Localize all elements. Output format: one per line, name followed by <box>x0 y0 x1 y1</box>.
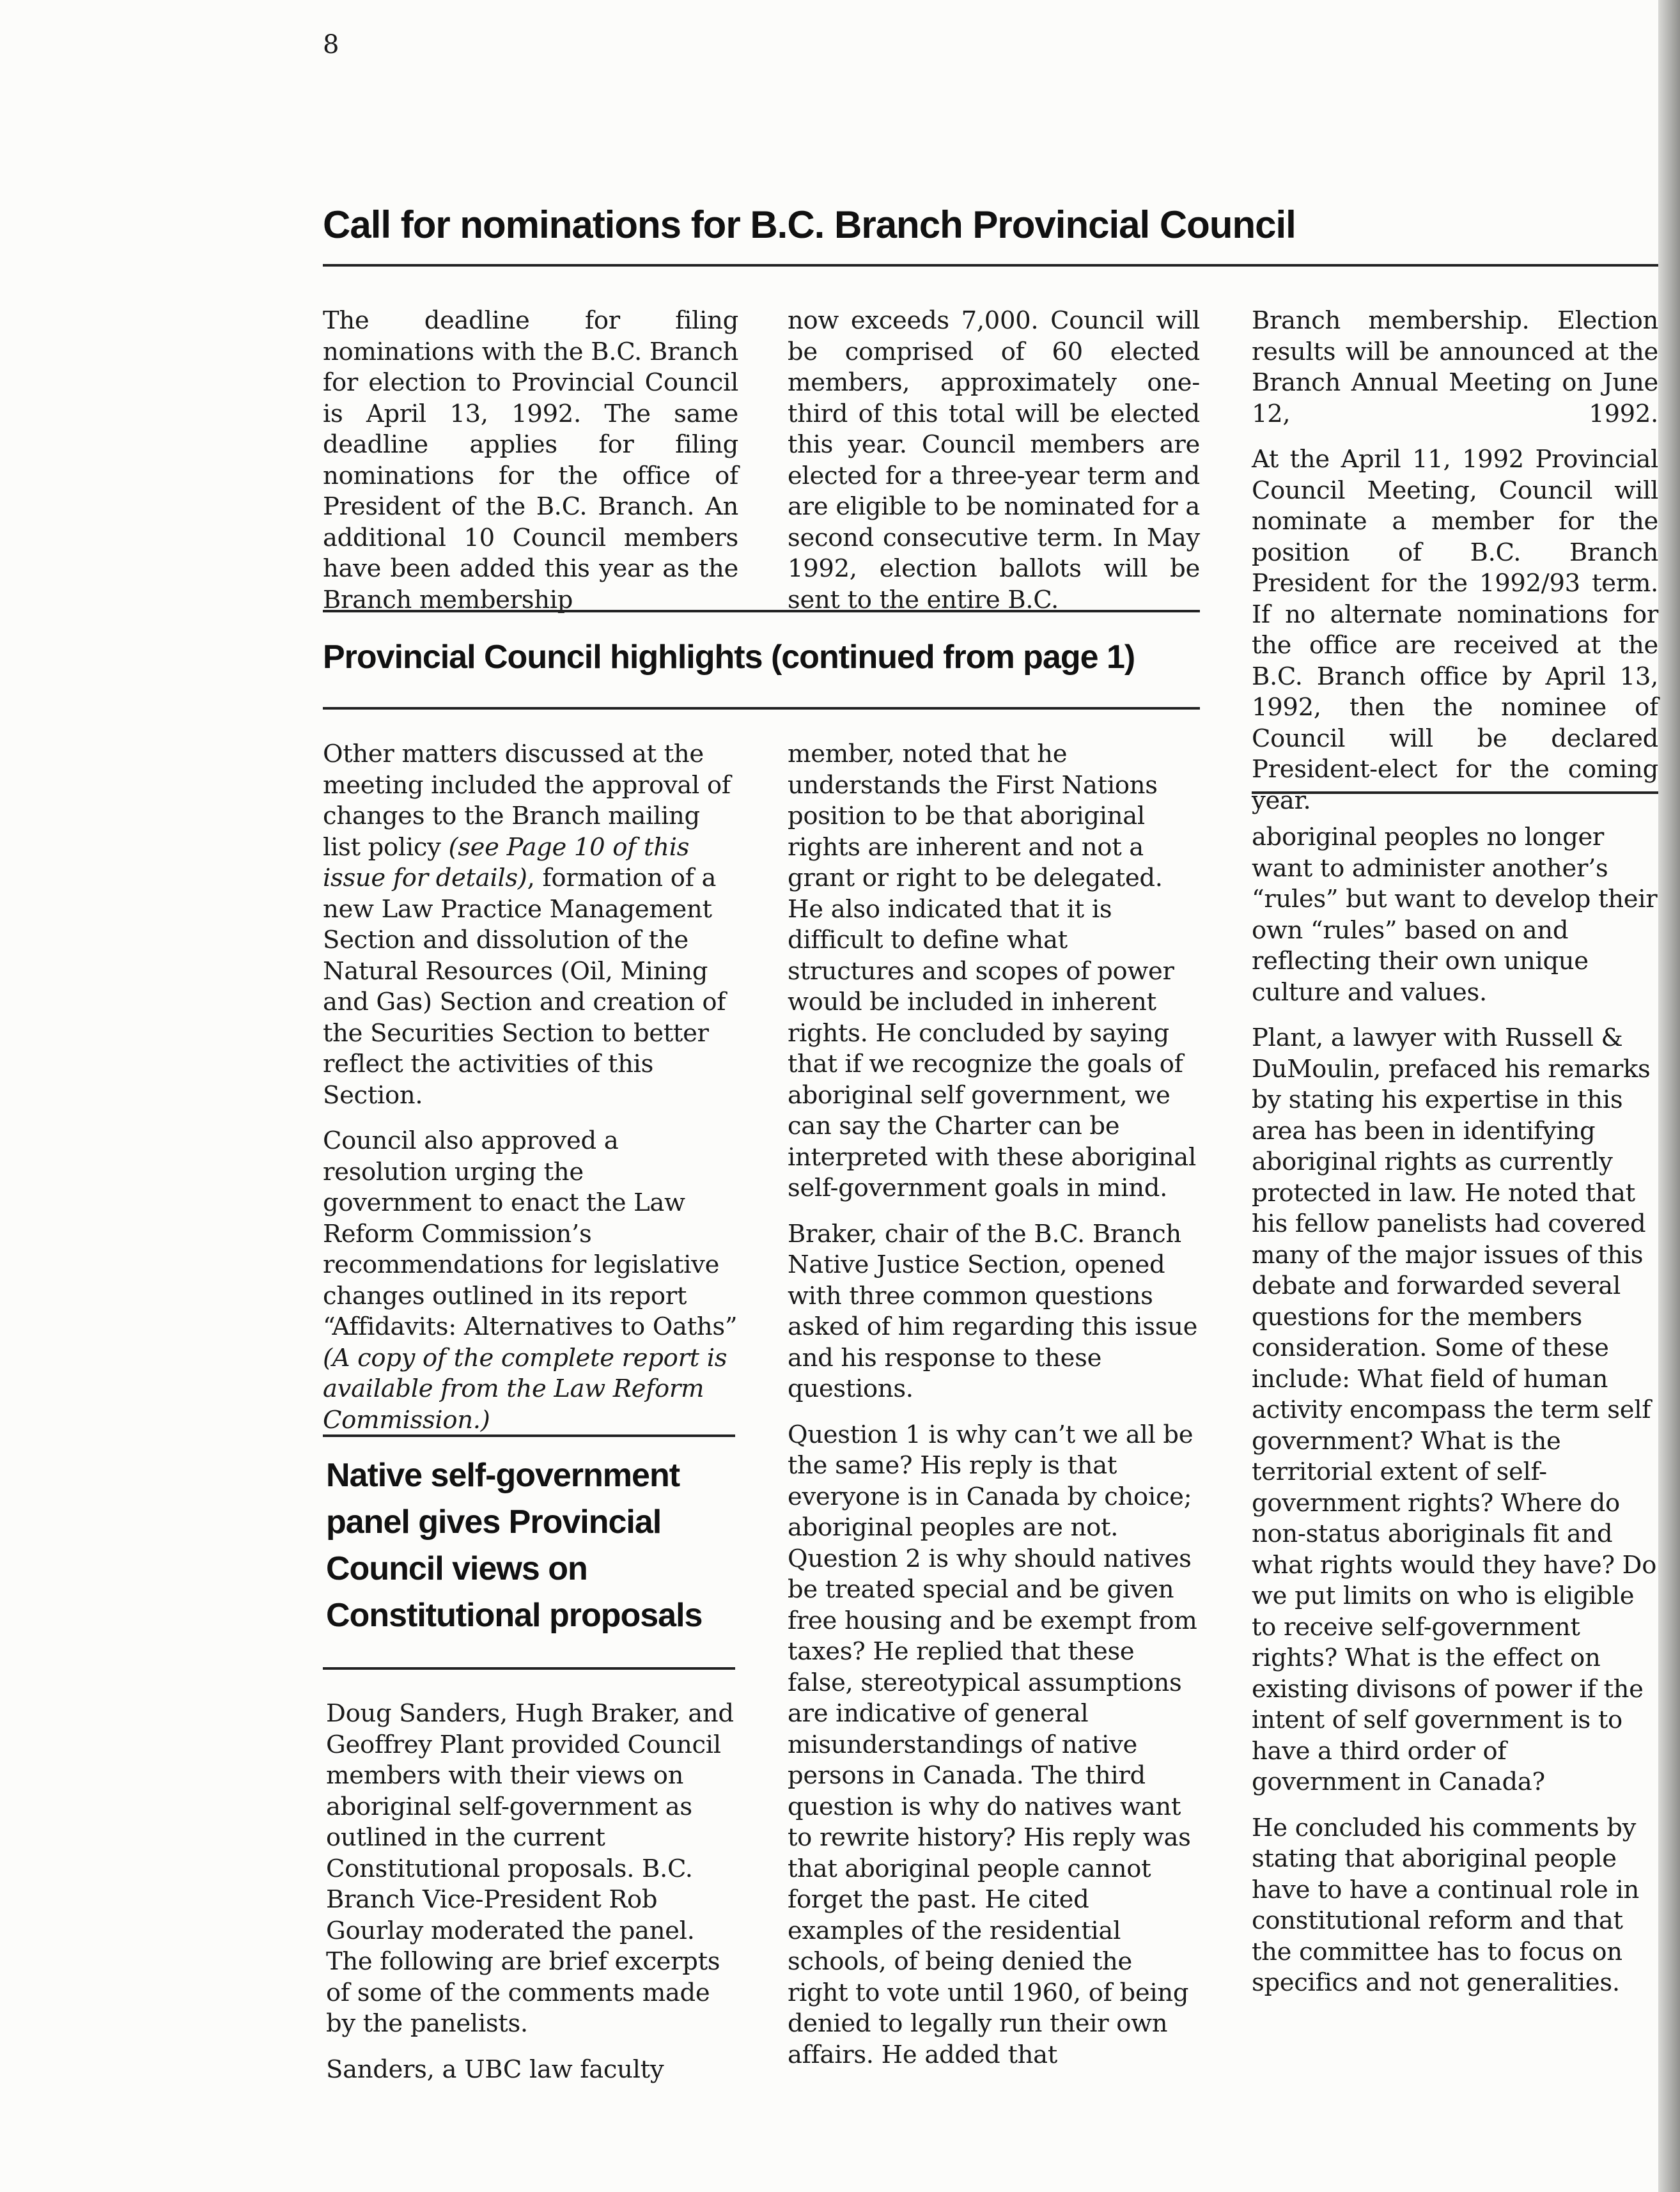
highlights-headline: Provincial Council highlights (continued from page 1) <box>323 639 1135 676</box>
headline-rule <box>323 264 1658 267</box>
highlights-paragraph-2: Council also approved a resolution urging the government to enact the Law Reform Commission’s recommendations for legislative changes outlined in its report “Affidavits: Alternatives to Oaths” (A copy of the complete report is available from the Law Reform Commission.) <box>323 1126 738 1434</box>
highlights-rule-top <box>323 610 1200 612</box>
highlights-paragraph-1: Other matters discussed at the meeting included the approval of changes to the Branch mailing list policy (see Page 10 of this issue for details), formation of a new Law Practice Management Section and dissolution of the Natural Resources (Oil, Mining and Gas) Section and creation of the Securities Section to better reflect the activities of this Section. <box>323 740 731 1110</box>
braker-conclusion: aboriginal peoples no longer want to administer another’s “rules” but want to develop their own “rules” based on and reflecting their own unique culture and values. <box>1252 823 1658 1007</box>
nominations-column-1 <box>323 306 738 616</box>
nominations-president-nomination: At the April 11, 1992 Provincial Council Meeting, Council will nominate a member for the position of B.C. Branch President for the 1992/93 term. If no alternate nominations for the office are received at the B.C. Branch office by April 13, 1992, then the nominee of Council will be declared President-elect for the coming year. <box>1252 445 1658 815</box>
nominations-paragraph-1: The deadline for filing nominations with the B.C. Branch for election to Provincial Council is April 13, 1992. The same deadline applies for filing nominations for the office of President of the B.C. Branch. An additional 10 Council members have been added this year as the Branch membership <box>323 306 738 614</box>
page-edge-shadow <box>1658 0 1680 2192</box>
native-rule-top <box>323 1434 735 1437</box>
sanders-remarks-start: Sanders, a UBC law faculty <box>326 2055 664 2084</box>
panel-conclusion: He concluded his comments by stating that aboriginal people have to have a continual role in constitutional reform and that the committee has to focus on specifics and not generalities. <box>1252 1813 1639 1997</box>
report-availability-note: (A copy of the complete report is available from the Law Reform Commission.) <box>323 1343 727 1434</box>
highlights-rule-bottom <box>323 707 1200 710</box>
plant-remarks: Plant, a lawyer with Russell & DuMoulin, prefaced his remarks by stating his expertise in this area has been in identifying aboriginal rights as currently protected in law. He noted that his fellow panelists had covered many of the major issues of this debate and forwarded several questions for the members consideration. Some of these include: What field of human activity encompass the term self government? What is the territorial extent of self-government rights? Where do non-status aboriginals fit and what rights would they have? Do we put limits on who is eligible to receive self-government rights? What is the effect on existing divisons of power if the intent of self government is to have a third order of government in Canada? <box>1252 1023 1657 1796</box>
highlights-column <box>323 739 738 1436</box>
nominations-column-3 <box>1252 306 1658 816</box>
sanders-remarks: member, noted that he understands the First Nations position to be that aboriginal rights are inherent and not a grant or right to be delegated. He also indicated that it is difficult to define what structures and scopes of power would be included in inherent rights. He concluded by saying that if we recognize the goals of aboriginal self government, we can say the Charter can be interpreted with these aboriginal self-government goals in mind. <box>788 740 1196 1202</box>
nominations-column-2 <box>788 306 1200 616</box>
native-column-2 <box>788 739 1200 2071</box>
nominations-paragraph-2: now exceeds 7,000. Council will be comprised of 60 elected members, approximately one-third of this total will be elected this year. Council members are elected for a three-year term and are eligible to be nominated for a second consecutive term. In May 1992, election ballots will be sent to the entire B.C. <box>788 306 1200 614</box>
page-reference-note: (see Page 10 of this issue for details) <box>323 832 690 892</box>
native-column-3 <box>1252 822 1658 1999</box>
column-3-rule <box>1252 791 1658 794</box>
nominations-headline: Call for nominations for B.C. Branch Provincial Council <box>323 203 1296 246</box>
nominations-election-results: Branch membership. Election results will be announced at the Branch Annual Meeting on June 12, 1992. <box>1252 306 1658 428</box>
native-panel-intro: Doug Sanders, Hugh Braker, and Geoffrey Plant provided Council members with their views on aboriginal self-government as outlined in the current Constitutional proposals. B.C. Branch Vice-President Rob Gourlay moderated the panel. The following are brief excerpts of some of the comments made by the panelists. <box>326 1699 734 2038</box>
native-panel-headline: Native self-government panel gives Provincial Council views on Constitutional proposals <box>326 1457 703 1634</box>
page-number: 8 <box>323 30 339 59</box>
native-rule-bottom <box>323 1667 735 1670</box>
braker-questions: Question 1 is why can’t we all be the same? His reply is that everyone is in Canada by choice; aboriginal peoples are not. Question 2 is why should natives be treated special and be given free housing and be exempt from taxes? He replied that these false, stereotypical assumptions are indicative of general misunderstandings of native persons in Canada. The third question is why do natives want to rewrite history? His reply was that aboriginal people cannot forget the past. He cited examples of the residential schools, of being denied the right to vote until 1960, of being denied to legally run their own affairs. He added that <box>788 1420 1197 2069</box>
native-column-1 <box>326 1698 735 2085</box>
braker-intro: Braker, chair of the B.C. Branch Native Justice Section, opened with three common questions asked of him regarding this issue and his response to these questions. <box>788 1219 1198 1403</box>
